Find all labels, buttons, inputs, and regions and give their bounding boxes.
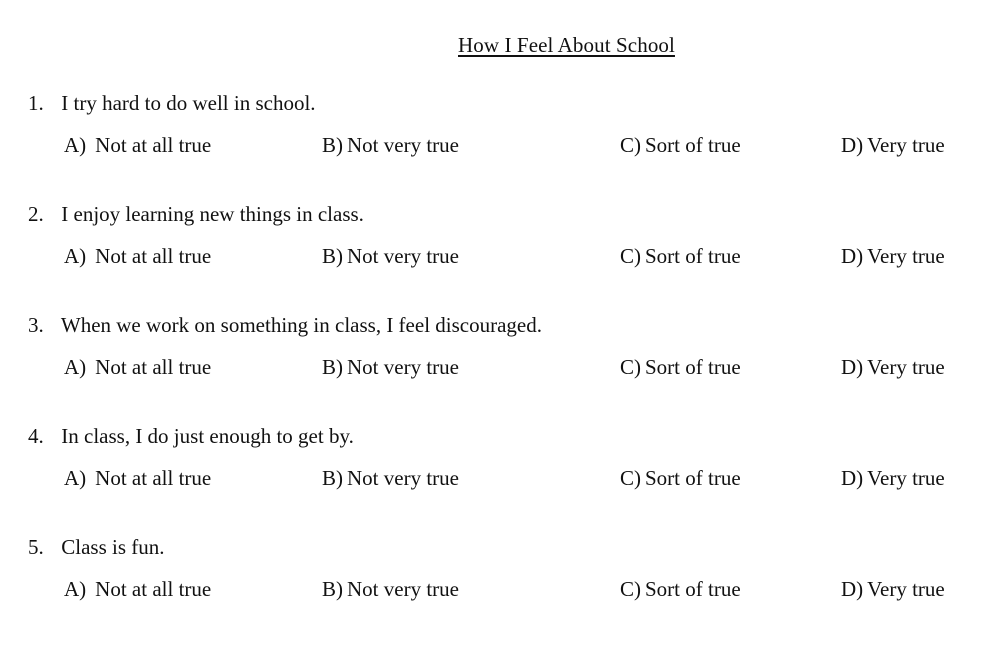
option-label: Not at all true [95, 244, 212, 268]
option-letter: C) [620, 466, 641, 490]
option-label: Not at all true [95, 577, 212, 601]
option-a[interactable] [64, 466, 211, 491]
option-letter: C) [620, 355, 641, 379]
option-label: Very true [867, 577, 945, 601]
option-letter: B) [322, 355, 343, 379]
question-number: 3. [28, 313, 44, 337]
option-label: Not at all true [95, 466, 212, 490]
option-label: Not very true [347, 133, 459, 157]
option-letter: A) [64, 244, 87, 268]
question-text: Class is fun. [61, 535, 165, 559]
option-label: Very true [867, 355, 945, 379]
question-text: I try hard to do well in school. [61, 91, 316, 115]
option-letter: C) [620, 577, 641, 601]
option-label: Sort of true [645, 355, 741, 379]
option-letter: A) [64, 133, 87, 157]
option-letter: A) [64, 466, 87, 490]
option-label: Sort of true [645, 244, 741, 268]
question-number: 2. [28, 202, 44, 226]
option-letter: D) [841, 244, 864, 268]
option-d[interactable] [841, 133, 945, 158]
question-text-row [28, 202, 364, 227]
option-letter: A) [64, 355, 87, 379]
question-3 [0, 313, 1000, 423]
question-text: In class, I do just enough to get by. [61, 424, 354, 448]
option-letter: C) [620, 244, 641, 268]
question-text-row [28, 313, 542, 338]
option-letter: B) [322, 577, 343, 601]
question-text-row [28, 91, 316, 116]
option-a[interactable] [64, 577, 211, 602]
question-number: 1. [28, 91, 44, 115]
question-text: When we work on something in class, I feel discouraged. [60, 313, 542, 337]
option-label: Not at all true [95, 355, 212, 379]
option-c[interactable] [620, 466, 741, 491]
option-c[interactable] [620, 133, 741, 158]
option-b[interactable] [322, 577, 459, 602]
option-a[interactable] [64, 355, 211, 380]
question-2 [0, 202, 1000, 312]
option-letter: A) [64, 577, 87, 601]
option-label: Sort of true [645, 466, 741, 490]
option-d[interactable] [841, 355, 945, 380]
question-text-row [28, 424, 354, 449]
option-label: Not very true [347, 466, 459, 490]
option-d[interactable] [841, 466, 945, 491]
option-letter: B) [322, 244, 343, 268]
option-a[interactable] [64, 244, 211, 269]
question-text-row [28, 535, 165, 560]
option-letter: B) [322, 466, 343, 490]
option-c[interactable] [620, 577, 741, 602]
option-letter: D) [841, 355, 864, 379]
option-label: Not very true [347, 244, 459, 268]
option-letter: D) [841, 466, 864, 490]
option-b[interactable] [322, 133, 459, 158]
option-label: Very true [867, 133, 945, 157]
question-4 [0, 424, 1000, 534]
option-d[interactable] [841, 577, 945, 602]
option-label: Not very true [347, 355, 459, 379]
page-title: How I Feel About School [458, 33, 675, 57]
question-text: I enjoy learning new things in class. [61, 202, 364, 226]
question-number: 5. [28, 535, 44, 559]
option-a[interactable] [64, 133, 211, 158]
option-label: Very true [867, 466, 945, 490]
option-label: Very true [867, 244, 945, 268]
option-label: Sort of true [645, 577, 741, 601]
question-1 [0, 91, 1000, 201]
option-b[interactable] [322, 466, 459, 491]
option-letter: D) [841, 133, 864, 157]
option-label: Not at all true [95, 133, 212, 157]
option-label: Not very true [347, 577, 459, 601]
question-number: 4. [28, 424, 44, 448]
option-c[interactable] [620, 244, 741, 269]
option-label: Sort of true [645, 133, 741, 157]
question-5 [0, 535, 1000, 645]
option-letter: B) [322, 133, 343, 157]
option-c[interactable] [620, 355, 741, 380]
option-b[interactable] [322, 355, 459, 380]
option-letter: C) [620, 133, 641, 157]
option-letter: D) [841, 577, 864, 601]
option-b[interactable] [322, 244, 459, 269]
option-d[interactable] [841, 244, 945, 269]
